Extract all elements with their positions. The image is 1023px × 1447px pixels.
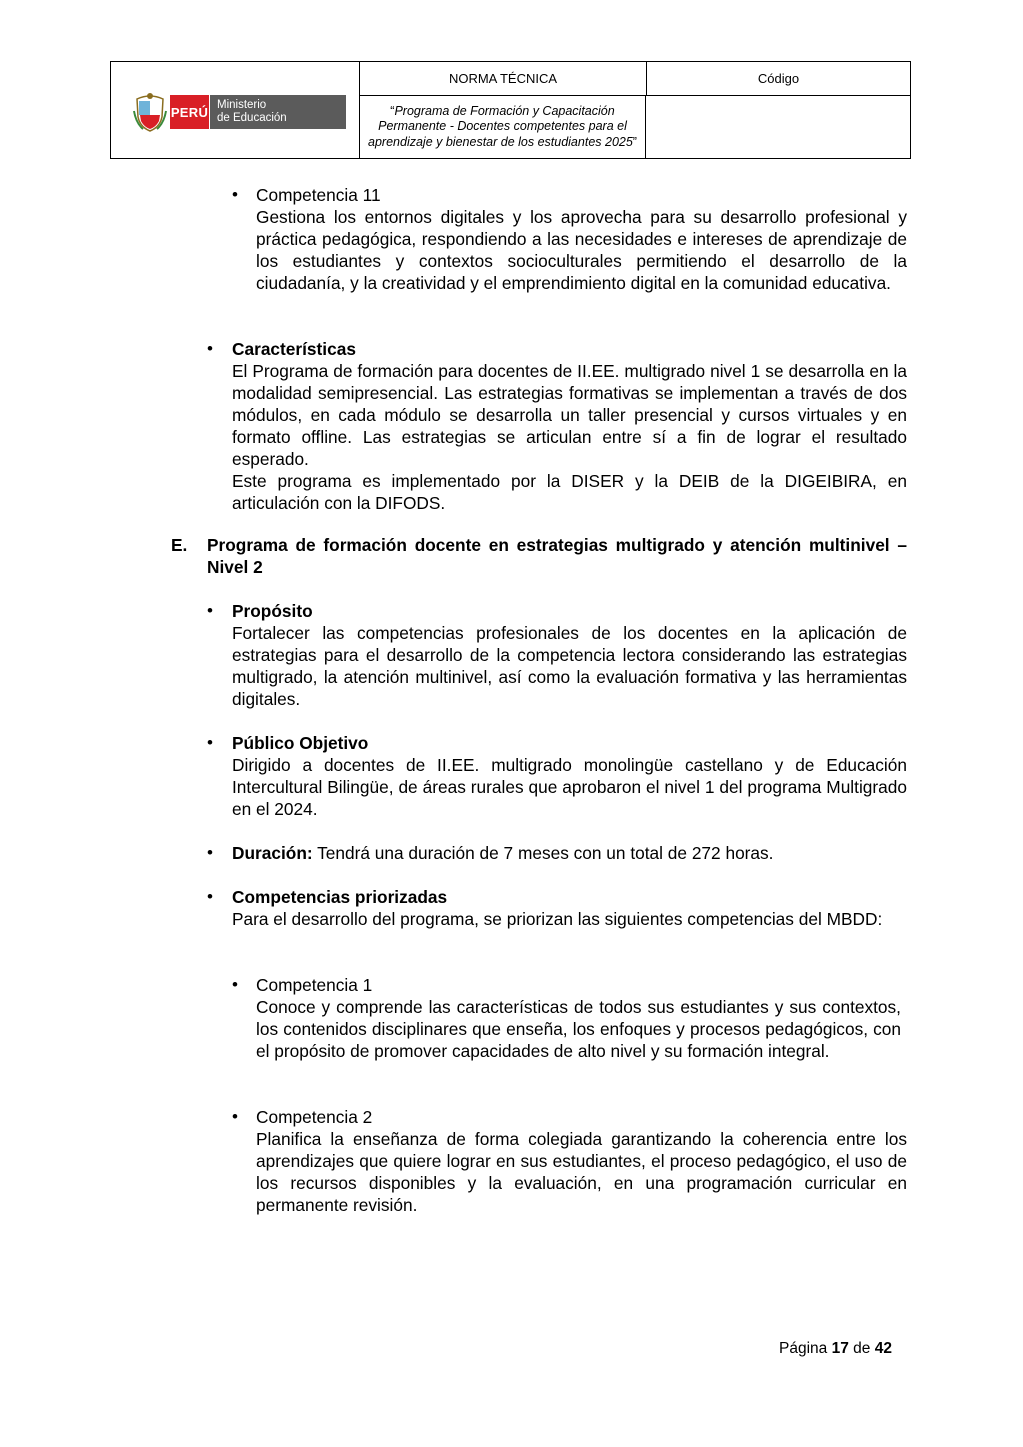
competencia-1-title: Competencia 1 xyxy=(256,975,373,995)
header-logo-cell xyxy=(111,62,360,158)
header-norma-cell: NORMA TÉCNICA xyxy=(360,62,647,96)
competencia-11-block xyxy=(256,184,907,294)
caracteristicas-block xyxy=(232,338,907,514)
caracteristicas-paragraph-1: El Programa de formación para docentes de II.EE. multigrado nivel 1 se desarrolla en la modalidad semipresencial. Las estrategias formativas se implementan a través de dos módulos, en cada módulo se desarrolla un taller presencial y cursos virtuales y en formato offline. Las estrategias se articulan entre sí a fin de lograr el resultado esperado. xyxy=(232,361,907,469)
section-letter: E. xyxy=(171,535,188,555)
bullet-icon: • xyxy=(232,185,238,204)
proposito-block xyxy=(232,600,907,710)
document-header-table xyxy=(110,61,911,159)
competencia-2-block xyxy=(256,1106,907,1216)
proposito-title: Propósito xyxy=(232,601,313,621)
publico-objetivo-text: Dirigido a docentes de II.EE. multigrado monolingüe castellano y de Educación Intercultural Bilingüe, de áreas rurales que aprobaron el nivel 1 del programa Multigrado en el 2024. xyxy=(232,755,907,819)
programa-open-quote: “ xyxy=(390,103,395,118)
total-pages: 42 xyxy=(874,1340,892,1357)
caracteristicas-paragraph-2: Este programa es implementado por la DISER y la DEIB de la DIGEIBIRA, en articulación con la DIFODS. xyxy=(232,471,907,513)
page-number-footer xyxy=(779,1340,892,1358)
duracion-text: Tendrá una duración de 7 meses con un total de 272 horas. xyxy=(312,843,774,863)
minedu-logo xyxy=(133,91,349,133)
logo-peru-label: PERÚ xyxy=(170,95,209,129)
header-codigo-cell: Código xyxy=(647,62,910,96)
publico-objetivo-title: Público Objetivo xyxy=(232,733,369,753)
competencias-priorizadas-block xyxy=(232,886,907,930)
duracion-block xyxy=(232,842,907,864)
bullet-icon: • xyxy=(207,601,213,620)
bullet-icon: • xyxy=(207,843,213,862)
competencias-priorizadas-text: Para el desarrollo del programa, se priorizan las siguientes competencias del MBDD: xyxy=(232,909,883,929)
peru-coat-of-arms-icon xyxy=(133,91,167,133)
current-page: 17 xyxy=(831,1340,849,1357)
logo-ministerio-text: Ministerio xyxy=(217,99,267,111)
bullet-icon: • xyxy=(232,975,238,994)
logo-educacion-text: de Educación xyxy=(217,112,287,124)
logo-ministry-label xyxy=(210,95,346,129)
publico-objetivo-block xyxy=(232,732,907,820)
competencia-11-title: Competencia 11 xyxy=(256,185,381,205)
competencia-2-title: Competencia 2 xyxy=(256,1107,373,1127)
bullet-icon: • xyxy=(232,1107,238,1126)
pagina-label: Página xyxy=(779,1340,828,1357)
proposito-text: Fortalecer las competencias profesionales de los docentes en la aplicación de estrategias para el desarrollo de la competencia lectora considerando las estrategias multigrado, la atención multinivel, así como la evaluación formativa y las herramientas digitales. xyxy=(232,623,907,709)
competencia-1-text: Conoce y comprende las características de todos sus estudiantes y sus contextos, los contenidos disciplinares que enseña, los enfoques y procesos pedagógicos, con el propósito de promover capacidades de alto nivel y su formación integral. xyxy=(256,997,901,1061)
programa-close-quote: ” xyxy=(632,134,637,149)
section-e-heading xyxy=(207,534,907,578)
de-label: de xyxy=(853,1340,871,1357)
competencia-2-text: Planifica la enseñanza de forma colegiada garantizando la coherencia entre los aprendizajes que quiere lograr en sus estudiantes, el proceso pedagógico, el uso de los recursos disponibles y la evaluación, en una programación curricular en permanente revisión. xyxy=(256,1129,907,1215)
bullet-icon: • xyxy=(207,339,213,358)
caracteristicas-title: Características xyxy=(232,339,356,359)
header-codigo-value-cell xyxy=(647,96,910,158)
section-e-title: Programa de formación docente en estrategias multigrado y atención multinivel – Nivel 2 xyxy=(207,535,907,577)
programa-title: Programa de Formación y Capacitación Permanente - Docentes competentes para el aprendizaje y bienestar de los estudiantes 2025 xyxy=(368,103,633,149)
bullet-icon: • xyxy=(207,887,213,906)
duracion-title: Duración: xyxy=(232,843,313,863)
competencias-priorizadas-title: Competencias priorizadas xyxy=(232,887,448,907)
competencia-1-block xyxy=(256,974,901,1062)
bullet-icon: • xyxy=(207,733,213,752)
competencia-11-text: Gestiona los entornos digitales y los aprovecha para su desarrollo profesional y práctica pedagógica, respondiendo a las necesidades e intereses de aprendizaje de los estudiantes y contextos socioculturales permitiendo el desarrollo de la ciudadanía, y la creatividad y el emprendimiento digital en la comunidad educativa. xyxy=(256,207,907,293)
header-programa-cell xyxy=(360,96,646,158)
